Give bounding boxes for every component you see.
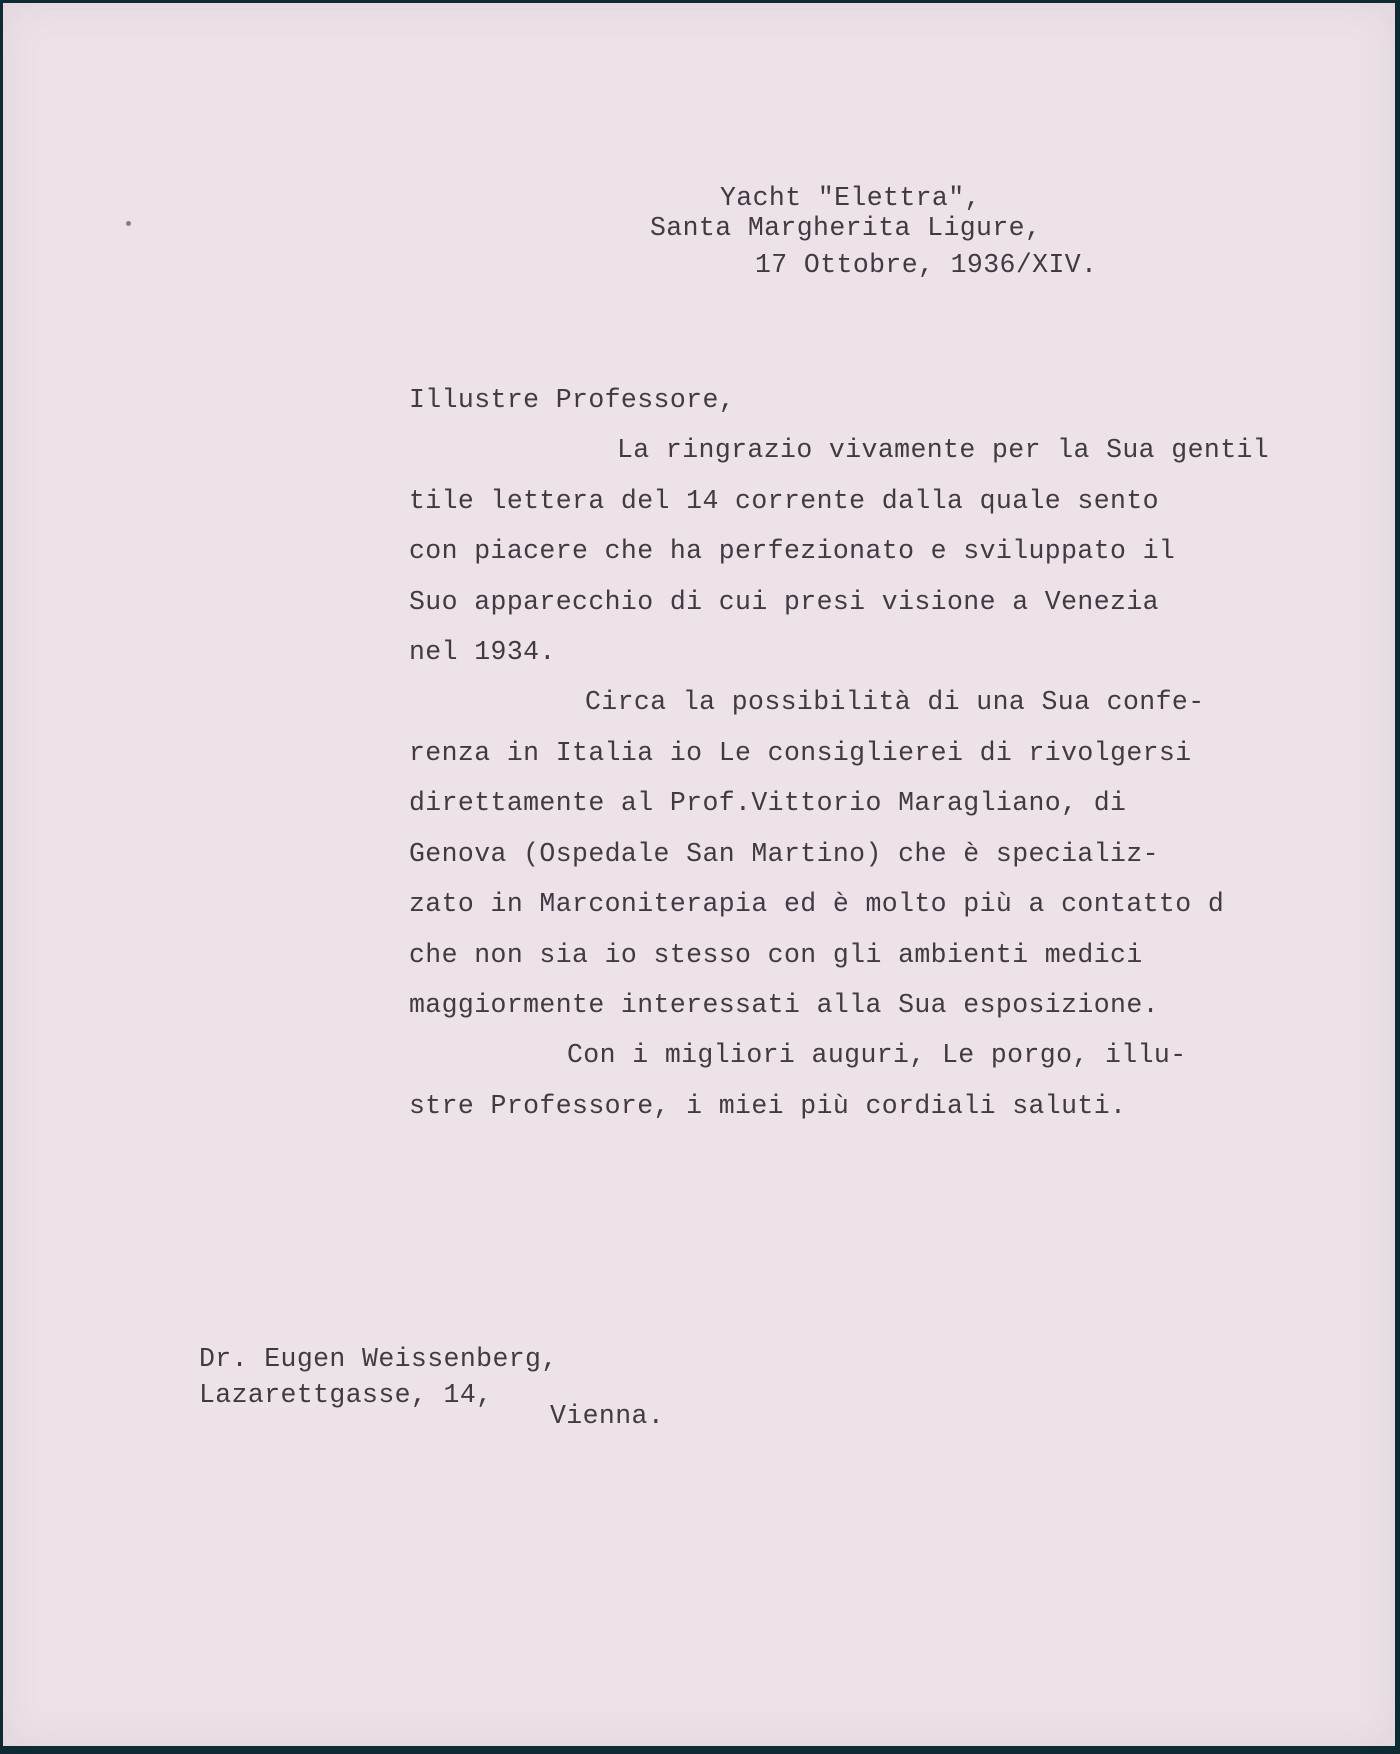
- recipient-name: Dr. Eugen Weissenberg,: [199, 1344, 558, 1374]
- body-line: renza in Italia io Le consiglierei di rivolgersi: [409, 738, 1192, 768]
- recipient-city: Vienna.: [550, 1401, 665, 1431]
- paper-speck: [126, 221, 131, 226]
- salutation: Illustre Professore,: [409, 385, 736, 415]
- body-line: con piacere che ha perfezionato e sviluppato il: [409, 536, 1176, 566]
- body-line: La ringrazio vivamente per la Sua gentil: [617, 435, 1270, 465]
- body-line: Genova (Ospedale San Martino) che è specializ-: [409, 839, 1159, 869]
- heading-line-1: Yacht "Elettra",: [720, 183, 981, 213]
- body-line: nel 1934.: [409, 637, 556, 667]
- body-line: stre Professore, i miei più cordiali saluti.: [409, 1091, 1127, 1121]
- letter-page: [3, 3, 1395, 1746]
- recipient-street: Lazarettgasse, 14,: [199, 1380, 493, 1410]
- body-line: Suo apparecchio di cui presi visione a Venezia: [409, 587, 1159, 617]
- body-line: direttamente al Prof.Vittorio Maragliano, di: [409, 788, 1127, 818]
- body-line: zato in Marconiterapia ed è molto più a contatto d: [409, 889, 1225, 919]
- body-line: maggiormente interessati alla Sua esposizione.: [409, 990, 1159, 1020]
- body-line: Circa la possibilità di una Sua confe-: [585, 687, 1205, 717]
- body-line: Con i migliori auguri, Le porgo, illu-: [567, 1040, 1187, 1070]
- body-line: che non sia io stesso con gli ambienti medici: [409, 940, 1143, 970]
- heading-line-2: Santa Margherita Ligure,: [650, 213, 1042, 243]
- heading-date: 17 Ottobre, 1936/XIV.: [755, 250, 1098, 280]
- body-line: tile lettera del 14 corrente dalla quale sento: [409, 486, 1159, 516]
